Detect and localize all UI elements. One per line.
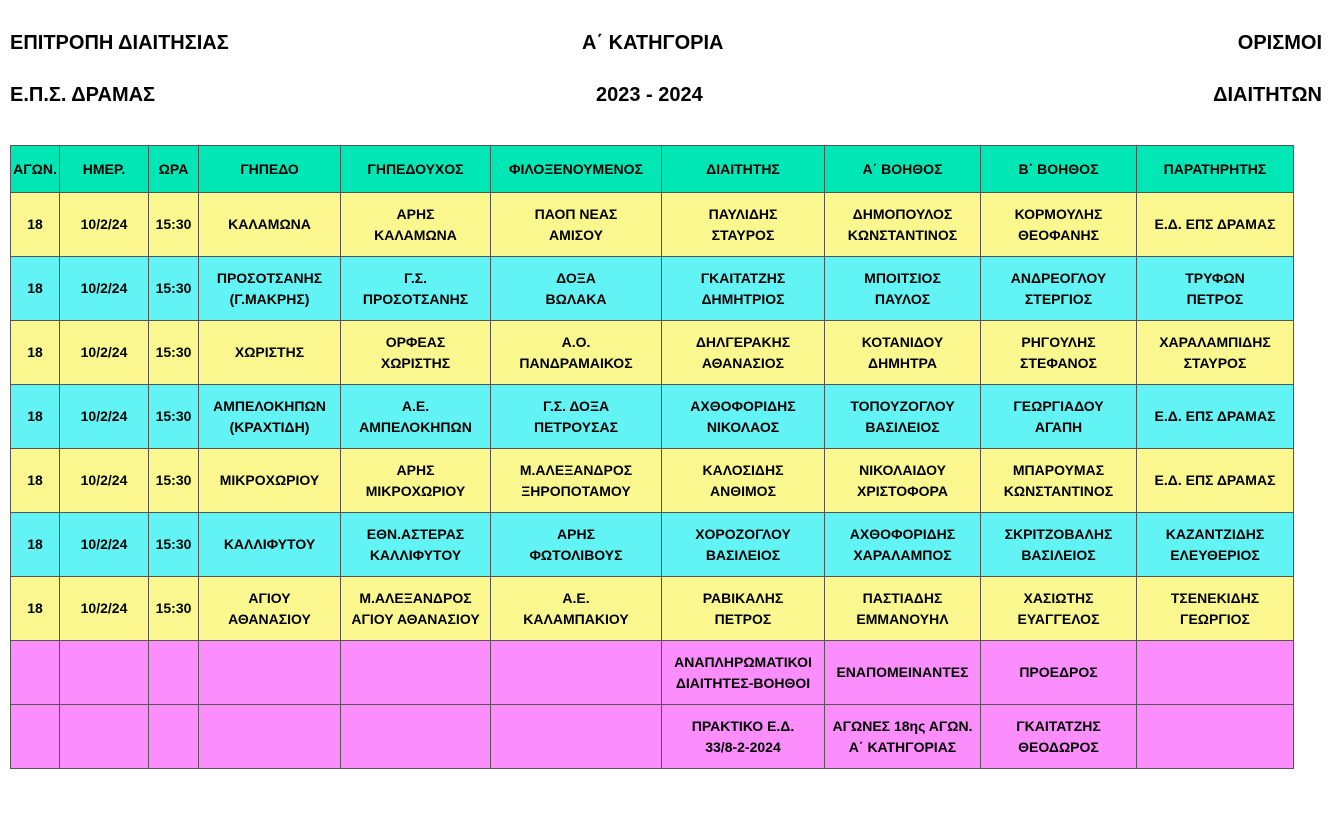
cell-ground-line: ΠΡΟΣΟΤΣΑΝΗΣ	[216, 269, 323, 286]
cell-agon: 18	[11, 577, 60, 641]
cell-assistant1	[825, 257, 981, 321]
cell-observer-line: ΠΕΤΡΟΣ	[1186, 290, 1244, 307]
col-header-assistant1: Α΄ ΒΟΗΘΟΣ	[825, 146, 981, 193]
cell-assistant1-line: ΝΙΚΟΛΑΙΔΟΥ	[859, 461, 946, 478]
cell-home-line: ΟΡΦΕΑΣ	[385, 333, 446, 350]
footer-referee-note	[662, 705, 825, 769]
cell-referee	[662, 257, 825, 321]
cell-away	[491, 193, 662, 257]
cell-referee	[662, 385, 825, 449]
cell-away-line: ΠΑΝΔΡΑΜΑΙΚΟΣ	[519, 354, 633, 371]
cell-away-line: ΑΡΗΣ	[557, 525, 595, 542]
cell-ground-line: ΑΓΙΟΥ	[248, 589, 291, 606]
cell-away-line: ΞΗΡΟΠΟΤΑΜΟΥ	[521, 482, 631, 499]
table-header-row	[11, 146, 1294, 193]
cell-assistant2-line: ΓΕΩΡΓΙΑΔΟΥ	[1013, 397, 1104, 414]
footer-assistant1-note-line: Α΄ ΚΑΤΗΓΟΡΙΑΣ	[848, 738, 957, 755]
cell-referee-line: ΠΕΤΡΟΣ	[714, 610, 772, 627]
cell-referee	[662, 577, 825, 641]
cell-referee-line: ΔΗΜΗΤΡΙΟΣ	[701, 290, 785, 307]
footer-assistant2-note-line: ΓΚΑΙΤΑΤΖΗΣ	[1016, 717, 1101, 734]
cell-observer-line: Ε.Δ. ΕΠΣ ΔΡΑΜΑΣ	[1154, 408, 1276, 424]
cell-assistant1	[825, 577, 981, 641]
cell-observer-line: ΤΣΕΝΕΚΙΔΗΣ	[1170, 589, 1260, 606]
cell-observer-line: ΣΤΑΥΡΟΣ	[1183, 354, 1247, 371]
cell-referee-line: ΒΑΣΙΛΕΙΟΣ	[705, 546, 781, 563]
cell-assistant1-line: ΧΡΙΣΤΟΦΟΡΑ	[857, 482, 948, 499]
cell-home-line: Α.Ε.	[401, 397, 430, 414]
cell-home	[341, 513, 491, 577]
cell-home-line: ΕΘΝ.ΑΣΤΕΡΑΣ	[366, 525, 465, 542]
cell-home-line: Γ.Σ.	[403, 269, 428, 286]
cell-away-line: ΦΩΤΟΛΙΒΟΥΣ	[529, 546, 623, 563]
cell-assistant2	[981, 321, 1137, 385]
cell-away	[491, 385, 662, 449]
footer-assistant2-note-line: ΘΕΟΔΩΡΟΣ	[1018, 738, 1099, 755]
col-header-home: ΓΗΠΕΔΟΥΧΟΣ	[341, 146, 491, 193]
table-row	[11, 449, 1294, 513]
cell-observer	[1137, 321, 1294, 385]
cell-assistant2-line: ΘΕΟΦΑΝΗΣ	[1018, 226, 1099, 243]
cell-assistant2	[981, 513, 1137, 577]
cell-away-line: Α.Ε.	[562, 589, 590, 606]
cell-away	[491, 577, 662, 641]
cell-assistant1-line: ΔΗΜΗΤΡΑ	[868, 354, 937, 371]
cell-assistant2-line: ΣΤΕΡΓΙΟΣ	[1024, 290, 1093, 307]
footer-assistant1-note-line: ΑΓΩΝΕΣ 18ης ΑΓΩΝ.	[832, 717, 973, 734]
cell-date: 10/2/24	[60, 385, 149, 449]
cell-assistant1-line: ΤΟΠΟΥΖΟΓΛΟΥ	[850, 397, 955, 414]
cell-assistant2-line: ΚΩΝΣΤΑΝΤΙΝΟΣ	[1003, 482, 1114, 499]
cell-date: 10/2/24	[60, 257, 149, 321]
cell-away-line: ΠΑΟΠ ΝΕΑΣ	[534, 205, 618, 222]
empty-cell	[199, 705, 341, 769]
cell-time: 15:30	[149, 577, 199, 641]
cell-home-line: ΠΡΟΣΟΤΣΑΝΗΣ	[362, 290, 469, 307]
col-header-referee: ΔΙΑΙΤΗΤΗΣ	[662, 146, 825, 193]
referees-title: ΔΙΑΙΤΗΤΩΝ	[1213, 84, 1322, 106]
cell-date: 10/2/24	[60, 577, 149, 641]
cell-time: 15:30	[149, 385, 199, 449]
cell-ground-line: ΑΜΠΕΛΟΚΗΠΩΝ	[213, 397, 326, 414]
cell-assistant1-line: ΠΑΣΤΙΑΔΗΣ	[862, 589, 943, 606]
cell-time: 15:30	[149, 193, 199, 257]
cell-away-line: ΚΑΛΑΜΠΑΚΙΟΥ	[523, 610, 629, 627]
cell-ground-line: ΑΘΑΝΑΣΙΟΥ	[228, 610, 311, 627]
col-header-time: ΩΡΑ	[149, 146, 199, 193]
cell-assistant1-line: ΕΜΜΑΝΟΥΗΛ	[856, 610, 949, 627]
cell-agon: 18	[11, 193, 60, 257]
cell-away-line: Γ.Σ. ΔΟΞΑ	[542, 397, 610, 414]
cell-observer-line: ΧΑΡΑΛΑΜΠΙΔΗΣ	[1159, 333, 1271, 350]
empty-cell	[1137, 705, 1294, 769]
cell-agon: 18	[11, 321, 60, 385]
cell-observer	[1137, 577, 1294, 641]
cell-referee-line: ΓΚΑΙΤΑΤΖΗΣ	[700, 269, 786, 286]
empty-cell	[60, 705, 149, 769]
cell-time: 15:30	[149, 257, 199, 321]
empty-cell	[11, 705, 60, 769]
cell-referee-line: ΡΑΒΙΚΑΛΗΣ	[702, 589, 784, 606]
cell-home-line: ΜΙΚΡΟΧΩΡΙΟΥ	[365, 482, 466, 499]
cell-ground	[199, 193, 341, 257]
cell-assistant1	[825, 513, 981, 577]
cell-assistant1-line: ΑΧΘΟΦΟΡΙΔΗΣ	[849, 525, 956, 542]
cell-observer-line: ΓΕΩΡΓΙΟΣ	[1180, 610, 1250, 627]
cell-agon: 18	[11, 385, 60, 449]
footer-referee-note-line: ΑΝΑΠΛΗΡΩΜΑΤΙΚΟΙ	[674, 653, 812, 670]
cell-ground-line: (ΚΡΑΧΤΙΔΗ)	[229, 418, 310, 435]
cell-away	[491, 321, 662, 385]
cell-ground-line: (Γ.ΜΑΚΡΗΣ)	[229, 290, 310, 307]
cell-assistant1-line: ΜΠΟΙΤΣΙΟΣ	[864, 269, 941, 286]
cell-assistant2-line: ΡΗΓΟΥΛΗΣ	[1021, 333, 1096, 350]
cell-ground-line: ΜΙΚΡΟΧΩΡΙΟΥ	[219, 472, 320, 488]
footer-assistant1-note	[825, 705, 981, 769]
cell-assistant1	[825, 449, 981, 513]
footer-referee-note-line: ΔΙΑΙΤΗΤΕΣ-ΒΟΗΘΟΙ	[675, 674, 811, 691]
cell-observer-line: Ε.Δ. ΕΠΣ ΔΡΑΜΑΣ	[1154, 216, 1276, 232]
empty-cell	[149, 705, 199, 769]
cell-assistant2-line: ΣΤΕΦΑΝΟΣ	[1020, 354, 1097, 371]
cell-home	[341, 193, 491, 257]
cell-date: 10/2/24	[60, 449, 149, 513]
cell-assistant1	[825, 193, 981, 257]
cell-time: 15:30	[149, 513, 199, 577]
footer-assistant2-note-line: ΠΡΟΕΔΡΟΣ	[1019, 664, 1098, 680]
cell-time: 15:30	[149, 449, 199, 513]
table-row	[11, 193, 1294, 257]
table-row	[11, 321, 1294, 385]
cell-ground-line: ΚΑΛΑΜΩΝΑ	[228, 216, 311, 232]
cell-assistant1-line: ΠΑΥΛΟΣ	[874, 290, 931, 307]
cell-away	[491, 513, 662, 577]
cell-assistant2-line: ΑΓΑΠΗ	[1034, 418, 1083, 435]
referee-appointments-table	[10, 145, 1294, 769]
cell-assistant2-line: ΒΑΣΙΛΕΙΟΣ	[1021, 546, 1096, 563]
col-header-away: ΦΙΛΟΞΕΝΟΥΜΕΝΟΣ	[491, 146, 662, 193]
cell-observer-line: Ε.Δ. ΕΠΣ ΔΡΑΜΑΣ	[1154, 472, 1276, 488]
cell-referee-line: ΧΟΡΟΖΟΓΛΟΥ	[695, 525, 791, 542]
cell-observer	[1137, 257, 1294, 321]
empty-cell	[149, 641, 199, 705]
cell-referee-line: ΠΑΥΛΙΔΗΣ	[708, 205, 778, 222]
cell-home	[341, 577, 491, 641]
cell-date: 10/2/24	[60, 321, 149, 385]
cell-home-line: ΧΩΡΙΣΤΗΣ	[380, 354, 451, 371]
footer-assistant2-note	[981, 641, 1137, 705]
col-header-assistant2: Β΄ ΒΟΗΘΟΣ	[981, 146, 1137, 193]
cell-home-line: ΑΡΗΣ	[396, 205, 435, 222]
col-header-agon: ΑΓΩΝ.	[11, 146, 60, 193]
cell-assistant2-line: ΣΚΡΙΤΖΟΒΑΛΗΣ	[1004, 525, 1113, 542]
cell-assistant1	[825, 321, 981, 385]
empty-cell	[60, 641, 149, 705]
cell-assistant1	[825, 385, 981, 449]
appointments-title: ΟΡΙΣΜΟΙ	[1237, 32, 1322, 54]
cell-home-line: ΑΡΗΣ	[396, 461, 435, 478]
cell-referee-line: ΝΙΚΟΛΑΟΣ	[706, 418, 780, 435]
cell-home-line: Μ.ΑΛΕΞΑΝΔΡΟΣ	[359, 589, 472, 606]
cell-date: 10/2/24	[60, 193, 149, 257]
cell-assistant1-line: ΚΩΝΣΤΑΝΤΙΝΟΣ	[847, 226, 958, 243]
table-row	[11, 513, 1294, 577]
footer-referee-note-line: 33/8-2-2024	[705, 738, 781, 755]
cell-observer	[1137, 513, 1294, 577]
cell-away-line: ΔΟΞΑ	[556, 269, 596, 286]
empty-cell	[341, 641, 491, 705]
cell-observer-line: ΚΑΖΑΝΤΖΙΔΗΣ	[1165, 525, 1265, 542]
cell-referee	[662, 193, 825, 257]
cell-referee-line: ΚΑΛΟΣΙΔΗΣ	[702, 461, 784, 478]
federation-name: Ε.Π.Σ. ΔΡΑΜΑΣ	[10, 84, 156, 106]
footer-referee-note-line: ΠΡΑΚΤΙΚΟ Ε.Δ.	[691, 717, 795, 734]
col-header-observer: ΠΑΡΑΤΗΡΗΤΗΣ	[1137, 146, 1294, 193]
cell-home-line: ΑΜΠΕΛΟΚΗΠΩΝ	[359, 418, 472, 435]
cell-assistant2-line: ΜΠΑΡΟΥΜΑΣ	[1012, 461, 1105, 478]
cell-assistant2-line: ΚΟΡΜΟΥΛΗΣ	[1014, 205, 1103, 222]
cell-home-line: ΑΓΙΟΥ ΑΘΑΝΑΣΙΟΥ	[351, 610, 480, 627]
empty-cell	[199, 641, 341, 705]
empty-cell	[491, 705, 662, 769]
cell-ground	[199, 577, 341, 641]
cell-home	[341, 385, 491, 449]
table-row	[11, 577, 1294, 641]
cell-home	[341, 449, 491, 513]
cell-date: 10/2/24	[60, 513, 149, 577]
cell-referee-line: ΑΧΘΟΦΟΡΙΔΗΣ	[690, 397, 796, 414]
cell-away-line: Μ.ΑΛΕΞΑΝΔΡΟΣ	[519, 461, 633, 478]
cell-referee-line: ΣΤΑΥΡΟΣ	[711, 226, 775, 243]
empty-cell	[341, 705, 491, 769]
cell-time: 15:30	[149, 321, 199, 385]
cell-assistant1-line: ΔΗΜΟΠΟΥΛΟΣ	[852, 205, 953, 222]
cell-observer	[1137, 449, 1294, 513]
cell-observer-line: ΕΛΕΥΘΕΡΙΟΣ	[1170, 546, 1260, 563]
cell-assistant2	[981, 193, 1137, 257]
cell-assistant2	[981, 257, 1137, 321]
cell-assistant2-line: ΕΥΑΓΓΕΛΟΣ	[1017, 610, 1100, 627]
cell-ground	[199, 513, 341, 577]
cell-assistant1-line: ΒΑΣΙΛΕΙΟΣ	[865, 418, 940, 435]
cell-ground	[199, 321, 341, 385]
cell-referee-line: ΔΗΛΓΕΡΑΚΗΣ	[695, 333, 791, 350]
cell-away-line: ΠΕΤΡΟΥΣΑΣ	[533, 418, 619, 435]
footer-assistant2-note	[981, 705, 1137, 769]
cell-ground-line: ΚΑΛΛΙΦΥΤΟΥ	[223, 536, 316, 552]
cell-assistant2-line: ΑΝΔΡΕΟΓΛΟΥ	[1010, 269, 1107, 286]
committee-title: ΕΠΙΤΡΟΠΗ ΔΙΑΙΤΗΣΙΑΣ	[10, 32, 229, 54]
cell-ground	[199, 449, 341, 513]
cell-assistant2	[981, 385, 1137, 449]
footer-row	[11, 641, 1294, 705]
season-title: 2023 - 2024	[596, 84, 703, 106]
col-header-date: ΗΜΕΡ.	[60, 146, 149, 193]
cell-home-line: ΚΑΛΛΙΦΥΤΟΥ	[369, 546, 462, 563]
col-header-ground: ΓΗΠΕΔΟ	[199, 146, 341, 193]
cell-home-line: ΚΑΛΑΜΩΝΑ	[374, 226, 457, 243]
footer-row	[11, 705, 1294, 769]
footer-referee-note	[662, 641, 825, 705]
cell-agon: 18	[11, 449, 60, 513]
cell-ground	[199, 257, 341, 321]
cell-away	[491, 257, 662, 321]
cell-assistant1-line: ΚΟΤΑΝΙΔΟΥ	[861, 333, 944, 350]
table-row	[11, 257, 1294, 321]
cell-home	[341, 257, 491, 321]
empty-cell	[11, 641, 60, 705]
cell-referee-line: ΑΘΑΝΑΣΙΟΣ	[701, 354, 785, 371]
empty-cell	[491, 641, 662, 705]
cell-referee-line: ΑΝΘΙΜΟΣ	[710, 482, 776, 499]
cell-assistant2	[981, 577, 1137, 641]
cell-observer-line: ΤΡΥΦΩΝ	[1185, 269, 1245, 286]
cell-observer	[1137, 385, 1294, 449]
empty-cell	[1137, 641, 1294, 705]
cell-home	[341, 321, 491, 385]
cell-away-line: Α.Ο.	[561, 333, 591, 350]
cell-ground	[199, 385, 341, 449]
cell-observer	[1137, 193, 1294, 257]
cell-away	[491, 449, 662, 513]
cell-referee	[662, 321, 825, 385]
footer-assistant1-note-line: ΕΝΑΠΟΜΕΙΝΑΝΤΕΣ	[836, 664, 969, 680]
cell-assistant1-line: ΧΑΡΑΛΑΜΠΟΣ	[853, 546, 952, 563]
cell-away-line: ΑΜΙΣΟΥ	[549, 226, 603, 243]
category-title: Α΄ ΚΑΤΗΓΟΡΙΑ	[582, 32, 724, 54]
cell-referee	[662, 449, 825, 513]
cell-ground-line: ΧΩΡΙΣΤΗΣ	[234, 344, 305, 360]
cell-referee	[662, 513, 825, 577]
cell-away-line: ΒΩΛΑΚΑ	[545, 290, 607, 307]
cell-assistant2	[981, 449, 1137, 513]
cell-agon: 18	[11, 257, 60, 321]
cell-agon: 18	[11, 513, 60, 577]
cell-assistant2-line: ΧΑΣΙΩΤΗΣ	[1023, 589, 1094, 606]
table-row	[11, 385, 1294, 449]
footer-assistant1-note	[825, 641, 981, 705]
